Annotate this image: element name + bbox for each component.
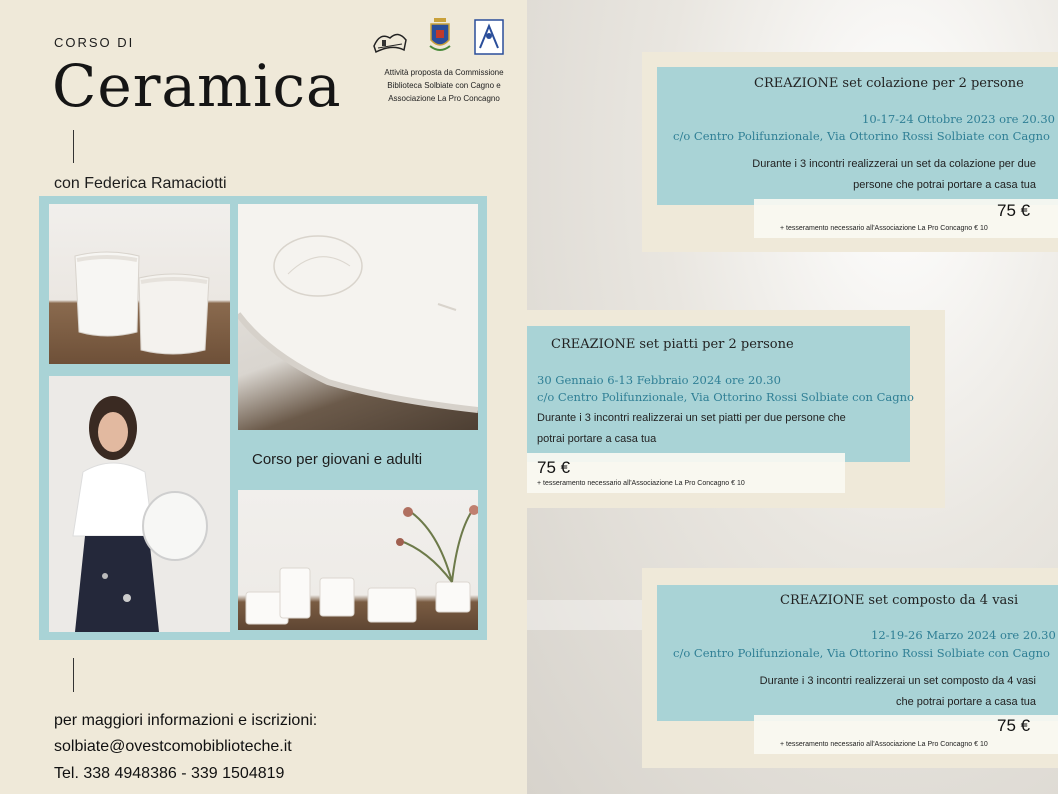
price-box: [527, 453, 845, 493]
municipal-crest-icon: [428, 16, 452, 56]
card-desc-line: Durante i 3 incontri realizzerai un set piatti per due persone che: [537, 412, 846, 424]
divider-line: [73, 130, 74, 163]
card-note: + tesseramento necessario all'Associazione La Pro Concagno € 10: [537, 480, 745, 487]
teacher-photo: [49, 376, 230, 632]
card-desc-line: Durante i 3 incontri realizzerai un set da colazione per due: [752, 158, 1036, 170]
divider-line: [73, 658, 74, 692]
left-panel: [0, 0, 527, 794]
card-title: CREAZIONE set colazione per 2 persone: [754, 76, 1024, 91]
card-dates: 30 Gennaio 6-13 Febbraio 2024 ore 20.30: [537, 373, 781, 387]
course-label: CORSO DI: [54, 35, 135, 50]
card-title: CREAZIONE set composto da 4 vasi: [780, 593, 1019, 608]
card-note: + tesseramento necessario all'Associazione La Pro Concagno € 10: [780, 741, 988, 748]
library-logo-icon: [372, 26, 408, 56]
card-description: [537, 408, 897, 450]
promo-line: Associazione La Pro Concagno: [388, 94, 500, 103]
card-description: [700, 671, 1036, 713]
teacher-name: con Federica Ramaciotti: [54, 175, 227, 192]
contact-phone: Tel. 338 4948386 - 339 1504819: [54, 765, 285, 782]
contact-email[interactable]: solbiate@ovestcomobiblioteche.it: [54, 738, 292, 755]
card-desc-line: Durante i 3 incontri realizzerai un set composto da 4 vasi: [759, 675, 1036, 687]
proloco-logo-icon: [474, 16, 504, 58]
card-note: + tesseramento necessario all'Associazione La Pro Concagno € 10: [780, 225, 988, 232]
card-desc-line: persone che potrai portare a casa tua: [853, 179, 1036, 191]
contact-title: per maggiori informazioni e iscrizioni:: [54, 712, 318, 729]
card-price: 75 €: [997, 716, 1031, 735]
promo-line: Biblioteca Solbiate con Cagno e: [387, 81, 501, 90]
vases-photo: [238, 490, 478, 630]
card-desc-line: potrai portare a casa tua: [537, 433, 657, 445]
sponsor-logos: [370, 16, 512, 64]
tagline: Corso per giovani e adulti: [252, 451, 423, 468]
cups-illustration: [49, 204, 230, 364]
card-price: 75 €: [537, 458, 571, 477]
card-dates: 12-19-26 Marzo 2024 ore 20.30: [871, 628, 1056, 642]
page-title: Ceramica: [52, 52, 342, 120]
card-dates: 10-17-24 Ottobre 2023 ore 20.30: [862, 112, 1055, 126]
plate-photo: [238, 204, 478, 430]
card-place: c/o Centro Polifunzionale, Via Ottorino Rossi Solbiate con Cagno: [537, 390, 914, 404]
card-price: 75 €: [997, 201, 1031, 220]
promo-line: Attività proposta da Commissione: [384, 68, 504, 77]
promo-text: [364, 66, 524, 105]
card-place: c/o Centro Polifunzionale, Via Ottorino Rossi Solbiate con Cagno: [673, 129, 1050, 143]
plate-illustration: [238, 204, 478, 430]
card-description: [700, 154, 1036, 196]
vases-illustration: [238, 490, 478, 630]
photo-collage: [39, 196, 487, 640]
teacher-illustration: [49, 376, 230, 632]
cups-photo: [49, 204, 230, 364]
card-place: c/o Centro Polifunzionale, Via Ottorino Rossi Solbiate con Cagno: [673, 646, 1050, 660]
card-title: CREAZIONE set piatti per 2 persone: [551, 337, 794, 352]
card-desc-line: che potrai portare a casa tua: [895, 696, 1036, 708]
